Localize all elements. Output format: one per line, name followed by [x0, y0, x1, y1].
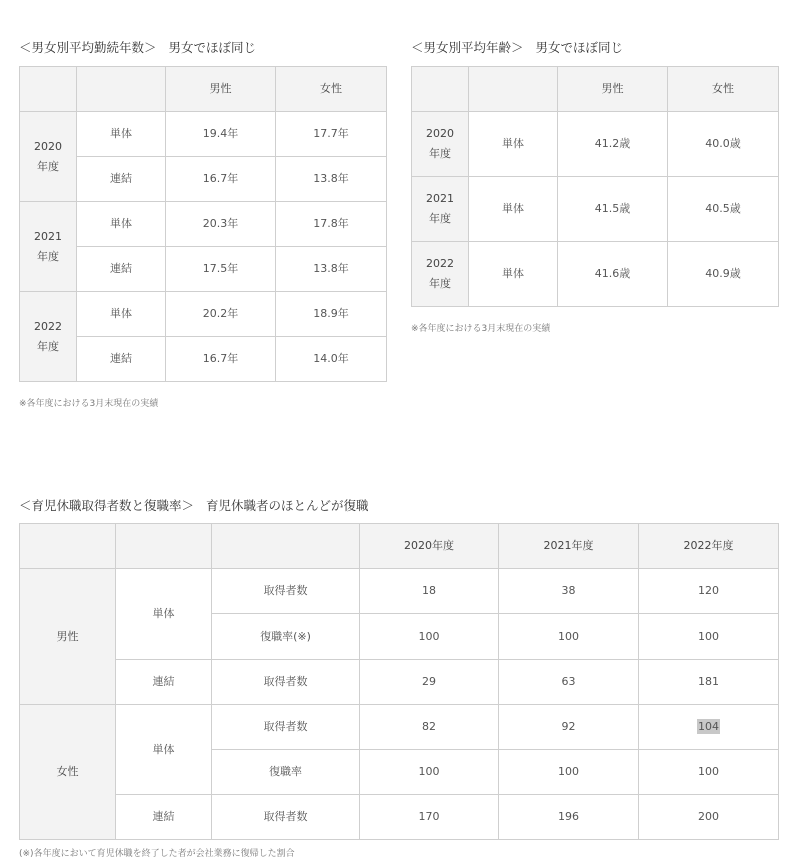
type-cell: 単体 — [469, 177, 558, 242]
tenure-year-cell — [20, 202, 77, 292]
year-label: 2020 — [426, 127, 454, 140]
age-year-cell — [412, 242, 469, 307]
leave-header-year: 2022年度 — [639, 524, 779, 569]
value-cell — [639, 705, 779, 750]
tenure-title: ＜男女別平均勤続年数＞ — [19, 40, 157, 55]
value-cell: 170 — [360, 795, 499, 840]
table-row — [20, 112, 387, 157]
type-cell: 連結 — [77, 247, 166, 292]
table-row — [20, 795, 779, 840]
tenure-table — [19, 66, 387, 382]
value-cell: 100 — [360, 750, 499, 795]
year-label: 2022 — [426, 257, 454, 270]
year-label: 2021 — [34, 229, 62, 243]
year-label: 2020 — [34, 139, 62, 153]
male-value: 17.5年 — [166, 247, 276, 292]
year-unit: 年度 — [37, 159, 59, 173]
value-cell: 181 — [639, 660, 779, 705]
value-cell: 82 — [360, 705, 499, 750]
value-cell: 100 — [639, 614, 779, 660]
type-cell: 単体 — [469, 112, 558, 177]
metric-cell: 取得者数 — [212, 795, 360, 840]
leave-header-metric — [212, 524, 360, 569]
metric-cell: 取得者数 — [212, 705, 360, 750]
value-cell: 100 — [499, 614, 639, 660]
tenure-heading — [19, 38, 256, 56]
table-row — [20, 569, 779, 614]
male-value: 20.3年 — [166, 202, 276, 247]
year-unit: 年度 — [429, 277, 451, 290]
female-value: 13.8年 — [276, 157, 387, 202]
type-cell: 単体 — [469, 242, 558, 307]
value-cell: 100 — [360, 614, 499, 660]
value-cell: 200 — [639, 795, 779, 840]
table-row — [20, 705, 779, 750]
age-note: ※各年度における3月末現在の実績 — [411, 324, 551, 334]
year-unit: 年度 — [429, 147, 451, 160]
male-value: 16.7年 — [166, 337, 276, 382]
type-cell: 連結 — [77, 337, 166, 382]
year-label: 2022 — [34, 319, 62, 333]
year-unit: 年度 — [37, 339, 59, 353]
table-row — [20, 292, 387, 337]
year-label: 2021 — [426, 192, 454, 205]
type-cell: 連結 — [77, 157, 166, 202]
tenure-year-cell — [20, 112, 77, 202]
leave-table — [19, 523, 779, 840]
tenure-header-male: 男性 — [166, 67, 276, 112]
leave-note: (※)各年度において育児休職を終了した者が会社業務に復帰した割合 — [19, 849, 295, 859]
tenure-note: ※各年度における3月末現在の実績 — [19, 399, 159, 409]
tenure-header-type — [77, 67, 166, 112]
age-year-cell — [412, 177, 469, 242]
leave-header-gender — [20, 524, 116, 569]
age-header-male: 男性 — [558, 67, 668, 112]
tenure-subtitle: 男女でほぼ同じ — [168, 40, 257, 55]
leave-header-year: 2020年度 — [360, 524, 499, 569]
age-heading — [411, 38, 623, 56]
gender-cell-female: 女性 — [20, 705, 116, 840]
male-value: 41.2歳 — [558, 112, 668, 177]
leave-header-row — [20, 524, 779, 569]
female-value: 13.8年 — [276, 247, 387, 292]
gender-cell-male: 男性 — [20, 569, 116, 705]
type-cell: 単体 — [77, 112, 166, 157]
male-value: 19.4年 — [166, 112, 276, 157]
female-value: 14.0年 — [276, 337, 387, 382]
value-cell: 29 — [360, 660, 499, 705]
tenure-header-year — [20, 67, 77, 112]
female-value: 17.7年 — [276, 112, 387, 157]
age-header-female: 女性 — [668, 67, 779, 112]
table-row — [412, 112, 779, 177]
female-value: 17.8年 — [276, 202, 387, 247]
year-unit: 年度 — [37, 249, 59, 263]
age-year-cell — [412, 112, 469, 177]
selected-value: 104 — [698, 720, 719, 733]
value-cell: 92 — [499, 705, 639, 750]
female-value: 40.0歳 — [668, 112, 779, 177]
type-cell: 単体 — [77, 292, 166, 337]
age-subtitle: 男女でほぼ同じ — [535, 40, 624, 55]
female-value: 40.5歳 — [668, 177, 779, 242]
metric-cell: 取得者数 — [212, 660, 360, 705]
metric-cell: 復職率 — [212, 750, 360, 795]
age-table — [411, 66, 779, 307]
age-header-year — [412, 67, 469, 112]
table-row — [20, 660, 779, 705]
leave-header-type — [116, 524, 212, 569]
age-header-row — [412, 67, 779, 112]
table-row — [20, 202, 387, 247]
type-cell: 連結 — [116, 795, 212, 840]
value-cell: 100 — [499, 750, 639, 795]
year-unit: 年度 — [429, 212, 451, 225]
leave-title: ＜育児休職取得者数と復職率＞ — [19, 498, 195, 513]
type-cell: 連結 — [116, 660, 212, 705]
male-value: 16.7年 — [166, 157, 276, 202]
leave-subtitle: 育児休職者のほとんどが復職 — [206, 498, 369, 513]
type-cell: 単体 — [77, 202, 166, 247]
value-cell: 196 — [499, 795, 639, 840]
female-value: 18.9年 — [276, 292, 387, 337]
metric-cell: 復職率(※) — [212, 614, 360, 660]
age-header-type — [469, 67, 558, 112]
female-value: 40.9歳 — [668, 242, 779, 307]
tenure-year-cell — [20, 292, 77, 382]
tenure-header-female: 女性 — [276, 67, 387, 112]
male-value: 20.2年 — [166, 292, 276, 337]
table-row — [412, 242, 779, 307]
tenure-header-row — [20, 67, 387, 112]
male-value: 41.5歳 — [558, 177, 668, 242]
value-cell: 18 — [360, 569, 499, 614]
value-cell: 100 — [639, 750, 779, 795]
leave-heading — [19, 496, 369, 514]
value-cell: 120 — [639, 569, 779, 614]
age-title: ＜男女別平均年齢＞ — [411, 40, 524, 55]
type-cell: 単体 — [116, 569, 212, 660]
metric-cell: 取得者数 — [212, 569, 360, 614]
type-cell: 単体 — [116, 705, 212, 795]
value-cell: 38 — [499, 569, 639, 614]
male-value: 41.6歳 — [558, 242, 668, 307]
value-cell: 63 — [499, 660, 639, 705]
leave-header-year: 2021年度 — [499, 524, 639, 569]
table-row — [412, 177, 779, 242]
